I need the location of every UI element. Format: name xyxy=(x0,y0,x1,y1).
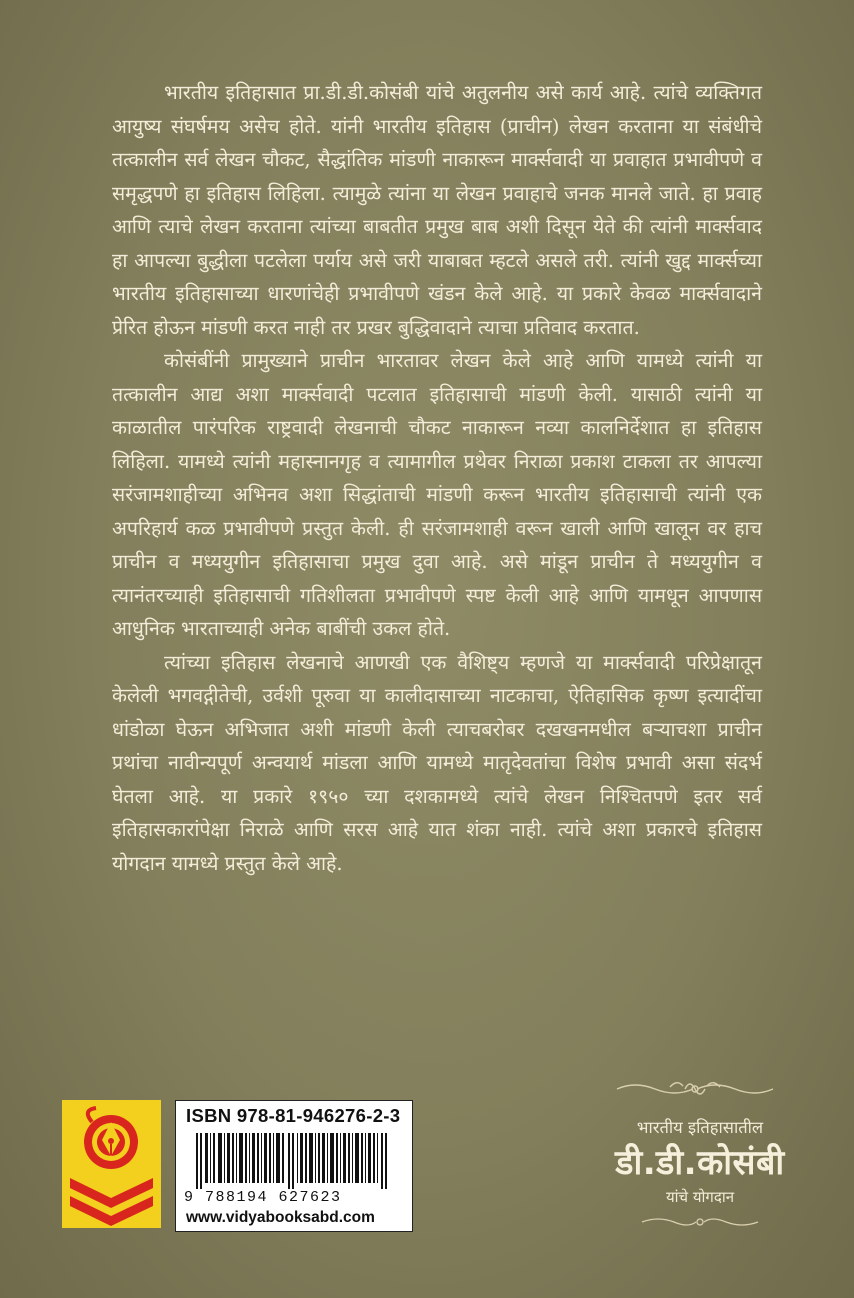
publisher-website: www.vidyabooksabd.com xyxy=(186,1209,375,1226)
paragraph-3: त्यांच्या इतिहास लेखनाचे आणखी एक वैशिष्ट्य म्हणजे या मार्क्सवादी परिप्रेक्षातून केलेली भगवद्गीतेची, उर्वशी पूरुवा या कालीदासाच्या नाटकाचा, ऐतिहासिक कृष्ण इत्यादींचा धांडोळा घेऊन अभिजात अशी मांडणी केली त्याचबरोबर दखखनमधील बऱ्याचशा प्राचीन प्रथांचा नावीन्यपूर्ण अन्वयार्थ मांडला आणि यामध्ये मातृदेवतांचा विशेष प्रभावी असा संदर्भ घेतला आहे. या प्रकारे १९५० च्या दशकामध्ये त्यांचे लेखन निश्चितपणे इतर सर्व इतिहासकारांपेक्षा निराळे आणि सरस आहे यात शंका नाही. त्यांचे अशा प्रकारचे इतिहास योगदान यामध्ये प्रस्तुत केले आहे. xyxy=(112,650,762,875)
ornament-icon xyxy=(615,1077,775,1101)
ornament-icon xyxy=(640,1213,760,1231)
barcode-icon xyxy=(182,1133,408,1189)
publisher-logo-icon xyxy=(62,1100,161,1228)
isbn-barcode-box xyxy=(175,1100,413,1232)
paragraph-2: कोसंबींनी प्रामुख्याने प्राचीन भारतावर लेखन केले आहे आणि यामध्ये त्यांनी या तत्कालीन आद्य अशा मार्क्सवादी पटलात इतिहासाची मांडणी केली. यासाठी त्यांनी या काळातील पारंपरिक राष्ट्रवादी लेखनाची चौकट नाकारून नव्या कालनिर्देशात हा इतिहास लिहिला. यामध्ये त्यांनी महास्नानगृह व त्यामागील प्रथेवर निराळा प्रकाश टाकला तर आपल्या सरंजामशाहीच्या अभिनव अशा सिद्धांताची मांडणी करून भारतीय इतिहासाची त्यांनी एक अपरिहार्य कळ प्रभावीपणे प्रस्तुत केली. ही सरंजामशाही वरून खाली आणि खालून वर हाच प्राचीन व मध्ययुगीन इतिहासाचा प्रमुख दुवा आहे. असे मांडून प्राचीन ते मध्ययुगीन व त्यानंतरच्याही इतिहासाची गतिशीलता प्रभावीपणे स्पष्ट केली आहे आणि यामधून आपणास आधुनिक भारताच्याही अनेक बाबींची उकल होते. xyxy=(112,349,762,640)
back-cover-text xyxy=(112,76,762,880)
isbn-label: ISBN 978-81-946276-2-3 xyxy=(186,1105,401,1126)
barcode-number: 9 788194 627623 xyxy=(184,1189,342,1206)
paragraph-1: भारतीय इतिहासात प्रा.डी.डी.कोसंबी यांचे अतुलनीय असे कार्य आहे. त्यांचे व्यक्तिगत आयुष्य संघर्षमय असेच होते. यांनी भारतीय इतिहास (प्राचीन) लेखन करताना या संबंधीचे तत्कालीन सर्व लेखन चौकट, सैद्धांतिक मांडणी नाकारून मार्क्सवादी या प्रवाहात प्रभावीपणे व समृद्धपणे हा इतिहास लिहिला. त्यामुळे त्यांना या लेखन प्रवाहाचे जनक मानले जाते. हा प्रवाह आणि त्याचे लेखन करताना त्यांच्या बाबतीत प्रमुख बाब अशी दिसून येते की त्यांनी मार्क्सवाद हा आपल्या बुद्धीला पटलेला पर्याय असे जरी याबाबत म्हटले असले तरी. त्यांनी खुद्द मार्क्सच्या भारतीय इतिहासाच्या धारणांचेही प्रभावीपणे खंडन केले आहे. या प्रकारे केवळ मार्क्सवादाने प्रेरित होऊन मांडणी करत नाही तर प्रखर बुद्धिवादाने त्याचा प्रतिवाद करतात. xyxy=(112,81,762,339)
book-title-main: डी.डी.कोसंबी xyxy=(615,1143,785,1183)
book-title-line3: यांचे योगदान xyxy=(665,1188,735,1206)
book-title-line1: भारतीय इतिहासातील xyxy=(636,1118,764,1137)
